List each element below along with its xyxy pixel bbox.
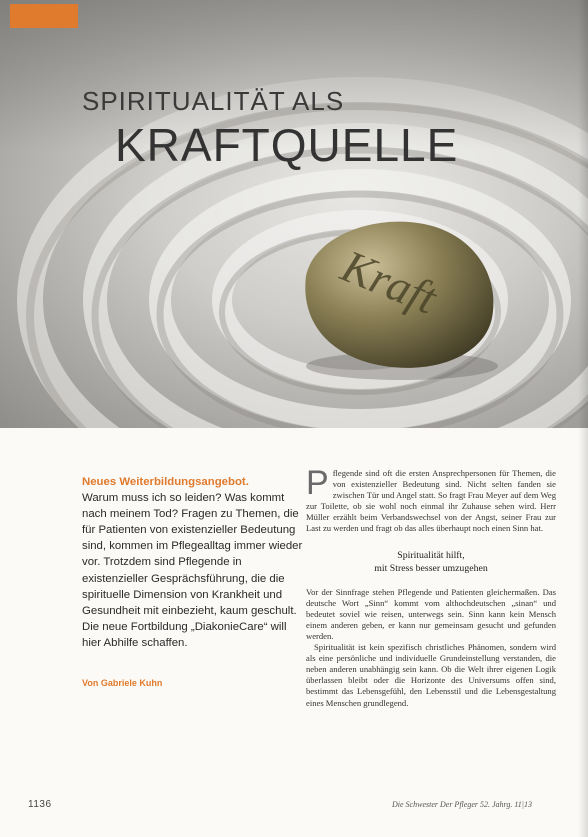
article-para1-text: flegende sind oft die ersten Ansprechpersonen für Themen, die von existenzieller Bedeutung sind. Nicht selten fanden sie zwischen Tür und Angel statt. So fragt Frau Meyer auf dem Weg zur Toilette, ob sie wohl noch einmal ihr Zuhause sehen wird. Herr Müller erzählt beim Verbandswechsel von der Angst, seiner Frau zur Last zu werden und fragt ob das alles überhaupt noch einen Sinn hat.	[306, 468, 556, 534]
article-paragraph-3: Spiritualität ist kein spezifisch christliches Phänomen, sondern wird als eine persönliche und individuelle Grundeinstellung verstanden, die neben anderen unabhängig sein kann. Ob die Welt ihrer eigenen Logik überlassen bleibt oder die Horizonte des Universums offen sind, bestimmt das Lebensgefühl, den Lebensstil und die Lebensgestaltung eines Menschen grundlegend.	[306, 642, 556, 708]
drop-cap: P	[306, 464, 329, 502]
journal-footer: Die Schwester Der Pfleger 52. Jahrg. 11|13	[392, 800, 532, 809]
lead-paragraph	[82, 474, 304, 651]
byline: Von Gabriele Kuhn	[82, 678, 163, 688]
subhead-line-2: mit Stress besser umzugehen	[374, 562, 488, 574]
engraved-stone-graphic	[294, 206, 504, 386]
subhead-line-1: Spiritualität hilft,	[397, 549, 465, 561]
article-paragraph-2: Vor der Sinnfrage stehen Pflegende und Patienten gleichermaßen. Das deutsche Wort „Sinn“ kommt vom althochdeutschen „sinan“ und bedeutet soviel wie reisen, unterwegs sein. Sinn kann kein Mensch einem anderen geben, er kann nur gemeinsam gesucht und gefunden werden.	[306, 586, 556, 641]
lead-text: Warum muss ich so leiden? Was kommt nach meinem Tod? Fragen zu Themen, die für Patienten von existenzieller Bedeutung sind, kommen im Pflegealltag immer wieder vor. Trotzdem sind Pflegende in existenzieller Gesprächsführung, die die spirituelle Dimension von Krankheit und Gesundheit mit einbezieht, kaum geschult. Die neue Fortbildung „DiakonieCare“ will hier Abhilfe schaffen.	[82, 492, 303, 649]
article-paragraph-1	[306, 464, 556, 535]
page-edge-shade	[578, 0, 588, 837]
article-subhead	[306, 549, 556, 575]
article-column	[306, 464, 556, 709]
stone-engraving: Kraft	[334, 239, 444, 324]
title-line-1: SPIRITUALITÄT ALS	[82, 86, 345, 116]
page-number: 1136	[28, 799, 52, 810]
lead-highlight: Neues Weiterbildungsangebot.	[82, 476, 249, 488]
section-tag-bar	[10, 4, 78, 28]
title-line-2: KRAFTQUELLE	[115, 119, 459, 171]
